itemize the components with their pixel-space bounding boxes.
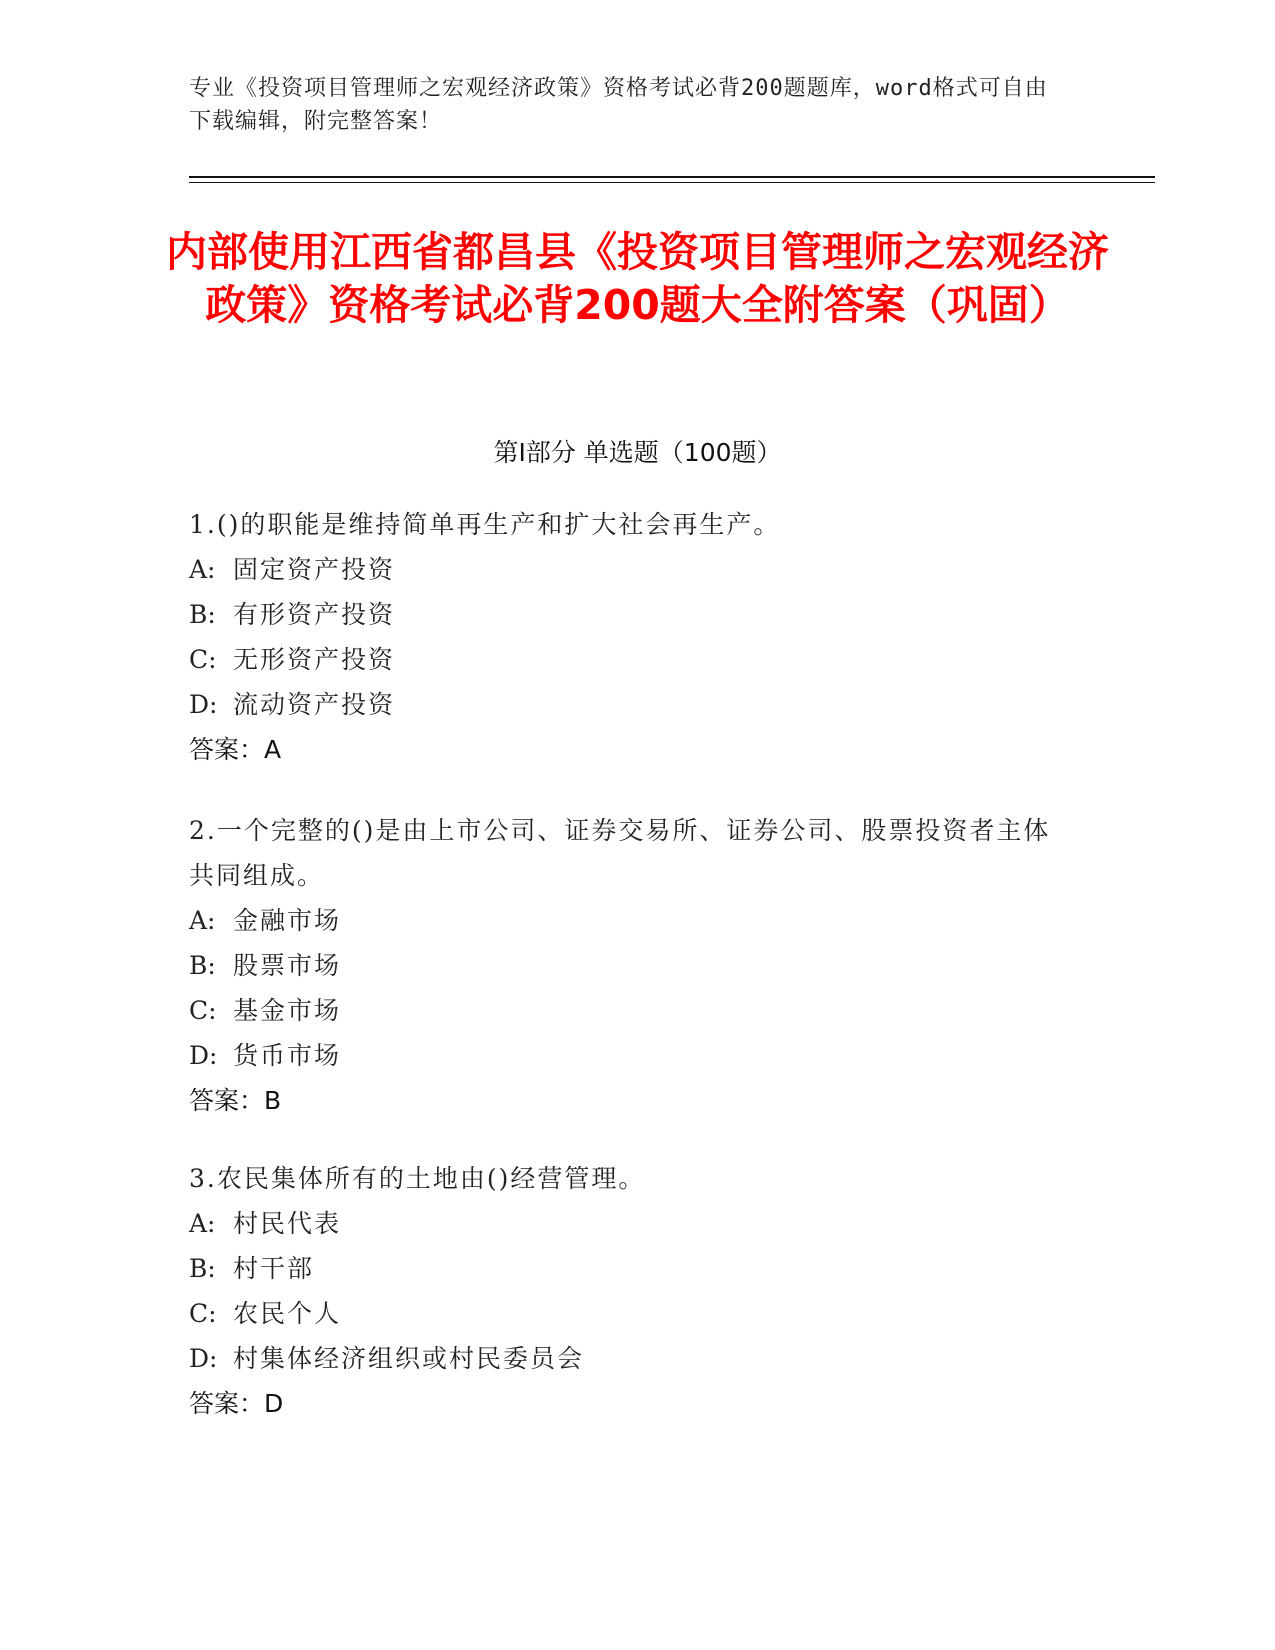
question-stem: 2.一个完整的()是由上市公司、证券交易所、证券公司、股票投资者主体共同组成。 [189,816,1051,890]
option-c [189,637,1069,682]
header-divider-thin [189,182,1155,183]
option-key: C: [189,645,217,674]
option-text: 货币市场 [233,1041,342,1070]
option-key: D: [189,1041,218,1070]
option-text: 无形资产投资 [233,645,396,674]
option-key: A: [189,1209,216,1238]
option-a [189,547,1069,592]
option-key: B: [189,1254,216,1283]
option-text: 金融市场 [233,906,342,935]
option-a [189,1201,1069,1246]
option-text: 有形资产投资 [233,600,396,629]
option-c [189,1291,1069,1336]
option-d [189,682,1069,727]
option-text: 村集体经济组织或村民委员会 [233,1344,585,1373]
option-text: 农民个人 [233,1299,342,1328]
question-stem: 3.农民集体所有的土地由()经营管理。 [189,1164,646,1193]
header-divider-thick [189,176,1155,178]
option-text: 固定资产投资 [233,555,396,584]
option-b [189,592,1069,637]
option-text: 村干部 [233,1254,315,1283]
option-key: A: [189,555,216,584]
option-d [189,1336,1069,1381]
option-c [189,988,1069,1033]
answer: 答案：D [189,1389,284,1418]
option-key: B: [189,951,216,980]
question-3 [189,1156,1069,1427]
section-heading: 第Ⅰ部分 单选题（100题） [493,438,782,467]
option-b [189,1246,1069,1291]
option-text: 村民代表 [233,1209,342,1238]
option-key: D: [189,690,218,719]
option-text: 股票市场 [233,951,342,980]
page-header-note: 专业《投资项目管理师之宏观经济政策》资格考试必背200题题库，word格式可自由下载编辑，附完整答案！ [189,76,1048,134]
option-text: 流动资产投资 [233,690,396,719]
document-title: 内部使用江西省都昌县《投资项目管理师之宏观经济政策》资格考试必背200题大全附答案（巩固） [166,228,1109,329]
option-key: D: [189,1344,218,1373]
answer: 答案：A [189,735,282,764]
option-key: C: [189,1299,217,1328]
option-key: C: [189,996,217,1025]
option-b [189,943,1069,988]
question-2 [189,808,1069,1124]
question-stem: 1.()的职能是维持简单再生产和扩大社会再生产。 [189,510,781,539]
question-1 [189,502,1069,773]
option-key: B: [189,600,216,629]
option-a [189,898,1069,943]
answer: 答案：B [189,1086,282,1115]
option-key: A: [189,906,216,935]
option-d [189,1033,1069,1078]
option-text: 基金市场 [233,996,342,1025]
